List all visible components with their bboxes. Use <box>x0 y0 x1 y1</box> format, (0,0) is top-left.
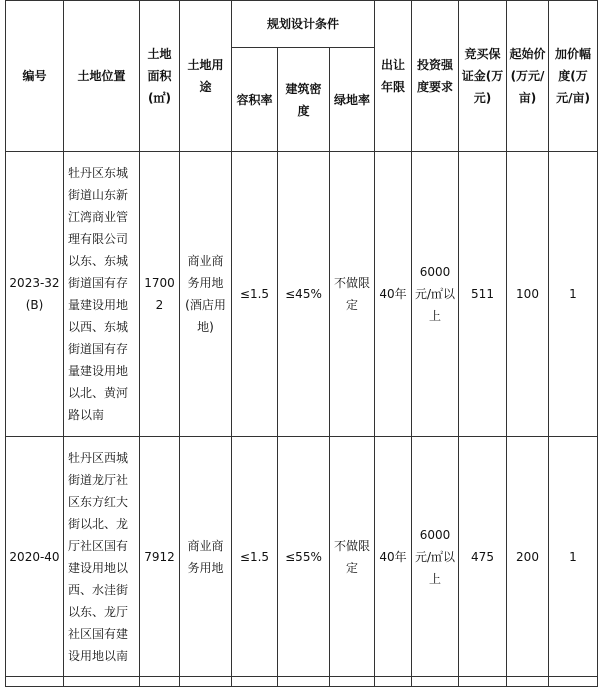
cell-empty <box>412 677 459 687</box>
header-planning-group: 规划设计条件 <box>232 1 375 48</box>
header-start-price: 起始价(万元/亩) <box>507 1 549 152</box>
cell-green: 不做限定 <box>330 152 375 437</box>
cell-investment: 6000元/㎡以上 <box>412 437 459 677</box>
header-investment: 投资强度要求 <box>412 1 459 152</box>
cell-empty <box>232 677 278 687</box>
header-increment: 加价幅度(万元/亩) <box>549 1 598 152</box>
cell-deposit: 511 <box>459 152 507 437</box>
header-far: 容积率 <box>232 48 278 152</box>
cell-id: 2020-40 <box>6 437 64 677</box>
header-term: 出让年限 <box>375 1 412 152</box>
cell-location: 牡丹区东城街道山东新江湾商业管理有限公司以东、东城街道国有存量建设用地以西、东城街道国有存量建设用地以北、黄河路以南 <box>64 152 140 437</box>
cell-green: 不做限定 <box>330 437 375 677</box>
header-green: 绿地率 <box>330 48 375 152</box>
header-density: 建筑密度 <box>278 48 330 152</box>
land-auction-table <box>5 0 598 687</box>
cell-use: 商业商务用地 <box>180 437 232 677</box>
cell-empty <box>6 677 64 687</box>
header-use: 土地用途 <box>180 1 232 152</box>
cell-area: 7912 <box>140 437 180 677</box>
cell-increment: 1 <box>549 152 598 437</box>
table-row-partial <box>6 677 598 687</box>
cell-empty <box>549 677 598 687</box>
cell-empty <box>64 677 140 687</box>
cell-empty <box>507 677 549 687</box>
cell-investment: 6000元/㎡以上 <box>412 152 459 437</box>
cell-area: 17002 <box>140 152 180 437</box>
cell-empty <box>140 677 180 687</box>
header-location: 土地位置 <box>64 1 140 152</box>
cell-far: ≤1.5 <box>232 152 278 437</box>
cell-density: ≤45% <box>278 152 330 437</box>
header-area: 土地面积(㎡) <box>140 1 180 152</box>
cell-id: 2023-32(B) <box>6 152 64 437</box>
cell-term: 40年 <box>375 152 412 437</box>
cell-empty <box>180 677 232 687</box>
header-deposit: 竞买保证金(万元) <box>459 1 507 152</box>
cell-empty <box>278 677 330 687</box>
cell-increment: 1 <box>549 437 598 677</box>
cell-location: 牡丹区西城街道龙厅社区东方红大街以北、龙厅社区国有建设用地以西、水洼街以东、龙厅社区国有建设用地以南 <box>64 437 140 677</box>
cell-start-price: 200 <box>507 437 549 677</box>
cell-empty <box>375 677 412 687</box>
cell-deposit: 475 <box>459 437 507 677</box>
cell-density: ≤55% <box>278 437 330 677</box>
cell-term: 40年 <box>375 437 412 677</box>
header-row-main <box>6 1 598 48</box>
cell-empty <box>459 677 507 687</box>
table-row <box>6 152 598 437</box>
cell-far: ≤1.5 <box>232 437 278 677</box>
cell-start-price: 100 <box>507 152 549 437</box>
header-id: 编号 <box>6 1 64 152</box>
cell-empty <box>330 677 375 687</box>
table-row <box>6 437 598 677</box>
cell-use: 商业商务用地(酒店用地) <box>180 152 232 437</box>
